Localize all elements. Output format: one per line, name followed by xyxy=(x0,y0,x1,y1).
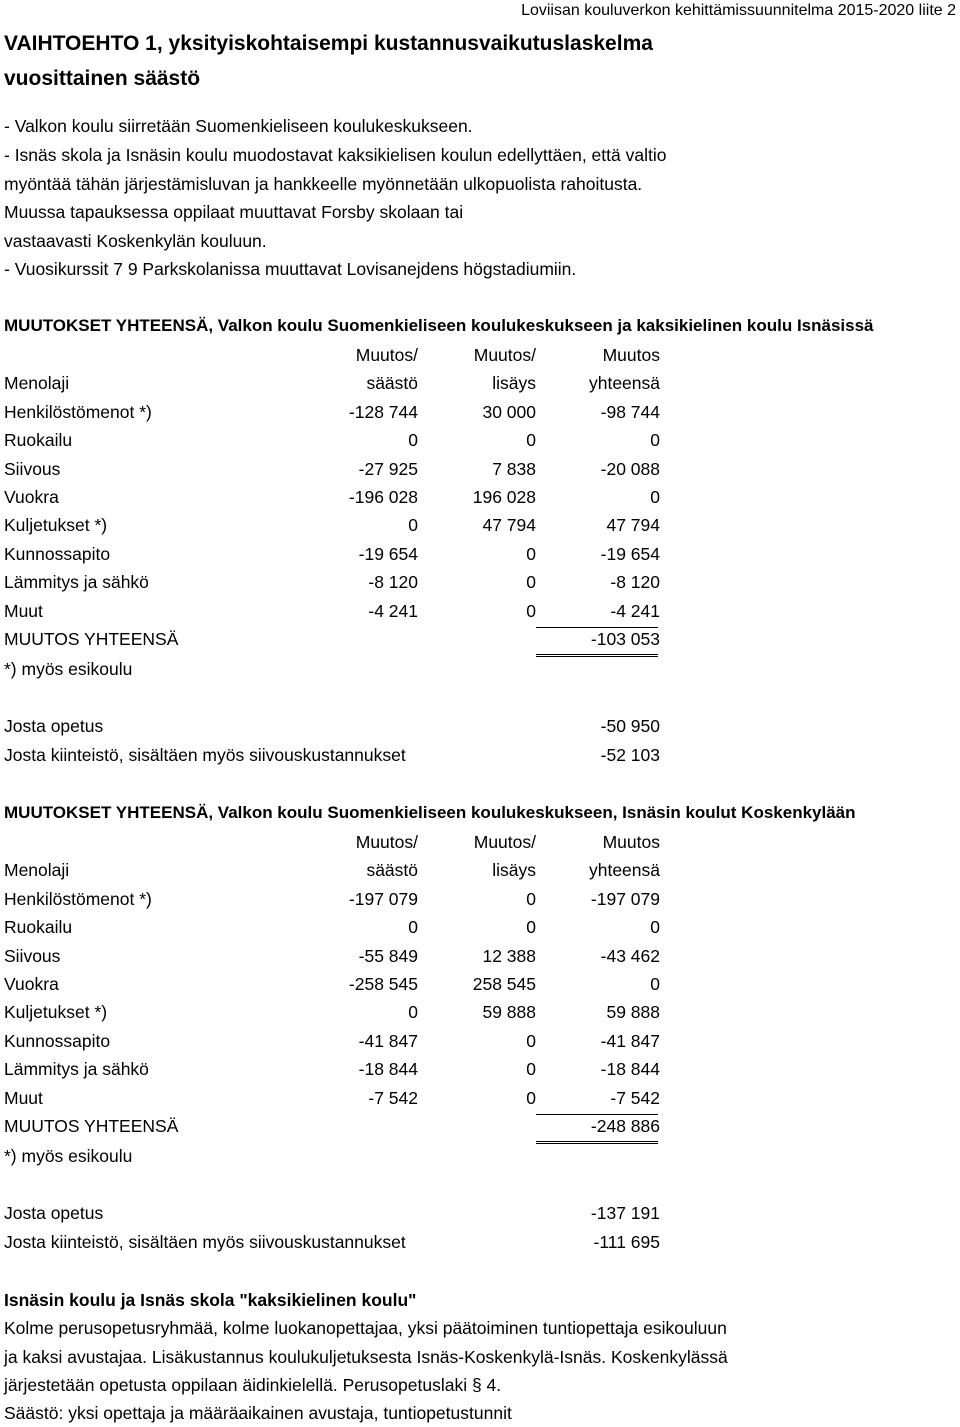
row-value: -258 545 xyxy=(348,974,418,994)
row-label: Siivous xyxy=(4,458,61,479)
row-value: 196 028 xyxy=(472,487,536,507)
title-line-2: vuosittainen säästö xyxy=(4,67,201,90)
row-label: Kunnossapito xyxy=(4,1030,111,1051)
header-cell: Muutos xyxy=(602,832,660,852)
row-label: Lämmitys ja sähkö xyxy=(4,1059,149,1080)
table-row xyxy=(4,601,664,629)
row-value: -20 088 xyxy=(600,458,660,479)
row-label: Kunnossapito xyxy=(4,543,111,564)
table-header-row-2 xyxy=(4,373,664,401)
header-cell: Menolaji xyxy=(4,373,70,394)
intro-line: - Vuosikurssit 7 9 Parkskolanissa muuttavat Lovisanejdens högstadiumiin. xyxy=(4,259,577,279)
header-cell: Muutos/ xyxy=(355,345,418,365)
row-label: Lämmitys ja sähkö xyxy=(4,572,149,593)
closing-line: järjestetään opetusta oppilaan äidinkielellä. Perusopetuslaki § 4. xyxy=(4,1375,502,1395)
total-double-underline xyxy=(536,654,658,657)
row-value: 59 888 xyxy=(606,1002,660,1023)
table-row xyxy=(4,1088,664,1116)
row-value: 7 838 xyxy=(492,458,536,479)
josta-kiinteisto-row xyxy=(4,745,664,773)
row-value: 258 545 xyxy=(472,974,536,994)
total-label: MUUTOS YHTEENSÄ xyxy=(4,629,179,649)
josta-value: -111 695 xyxy=(593,1231,660,1252)
josta-label: Josta kiinteistö, sisältäen myös siivouskustannukset xyxy=(4,744,406,765)
josta-value: -50 950 xyxy=(600,716,660,737)
row-label: Muut xyxy=(4,1087,43,1108)
intro-line: vastaavasti Koskenkylän kouluun. xyxy=(4,231,267,251)
row-value: -197 079 xyxy=(590,888,660,909)
row-value: -196 028 xyxy=(348,487,418,507)
section-title: MUUTOKSET YHTEENSÄ, Valkon koulu Suomenkieliseen koulukeskukseen, Isnäsin koulut Koskenkylään xyxy=(4,803,856,822)
row-value: 47 794 xyxy=(606,515,660,536)
intro-line: - Isnäs skola ja Isnäsin koulu muodostavat kaksikielisen koulun edellyttäen, että valtio xyxy=(4,145,667,165)
row-value: -41 847 xyxy=(358,1030,418,1051)
row-value: 0 xyxy=(526,917,536,938)
row-value: 0 xyxy=(526,1030,536,1051)
row-value: 0 xyxy=(408,515,418,536)
row-label: Henkilöstömenot *) xyxy=(4,401,152,422)
row-value: -43 462 xyxy=(600,945,660,966)
row-value: 0 xyxy=(650,430,660,451)
header-cell: Muutos xyxy=(602,345,660,365)
table-row xyxy=(4,430,664,458)
table-row xyxy=(4,544,664,572)
closing-line: Kolme perusopetusryhmää, kolme luokanopettajaa, yksi päätoiminen tuntiopettaja esikouluun xyxy=(4,1318,727,1338)
total-double-underline xyxy=(536,1141,658,1144)
header-cell: säästö xyxy=(366,860,418,881)
document-header: Loviisan kouluverkon kehittämissuunnitelma 2015-2020 liite 2 xyxy=(521,2,956,19)
row-value: -7 542 xyxy=(610,1087,660,1108)
table-row xyxy=(4,515,664,543)
title-line-1: VAIHTOEHTO 1, yksityiskohtaisempi kustannusvaikutuslaskelma xyxy=(4,32,653,55)
subtotal-underline xyxy=(536,627,658,628)
closing-line: Säästö: yksi opettaja ja määräaikainen avustaja, tuntiopetustunnit xyxy=(4,1403,512,1423)
total-value: -103 053 xyxy=(590,629,660,649)
footnote: *) myös esikoulu xyxy=(4,1146,133,1167)
row-value: 0 xyxy=(526,572,536,593)
row-value: -19 654 xyxy=(358,543,418,564)
table-row xyxy=(4,572,664,600)
row-value: 47 794 xyxy=(482,515,536,536)
row-value: 0 xyxy=(650,917,660,938)
table-row xyxy=(4,487,664,515)
row-value: -41 847 xyxy=(600,1030,660,1051)
total-row xyxy=(4,1116,664,1144)
table-row xyxy=(4,402,664,430)
row-label: Vuokra xyxy=(4,974,59,994)
total-value: -248 886 xyxy=(590,1116,660,1136)
header-cell: lisäys xyxy=(492,373,536,394)
row-value: -197 079 xyxy=(348,888,418,909)
row-value: 0 xyxy=(650,974,660,994)
row-value: 0 xyxy=(526,888,536,909)
row-value: -19 654 xyxy=(600,543,660,564)
footnote: *) myös esikoulu xyxy=(4,659,133,680)
row-value: 0 xyxy=(526,1059,536,1080)
josta-opetus-row xyxy=(4,716,664,744)
header-cell: Muutos/ xyxy=(355,832,418,852)
table-row xyxy=(4,917,664,945)
row-value: 0 xyxy=(526,600,536,621)
josta-kiinteisto-row xyxy=(4,1232,664,1260)
row-value: -98 744 xyxy=(600,401,660,422)
row-label: Henkilöstömenot *) xyxy=(4,888,152,909)
row-value: -8 120 xyxy=(610,572,660,593)
josta-label: Josta kiinteistö, sisältäen myös siivouskustannukset xyxy=(4,1231,406,1252)
row-value: -7 542 xyxy=(368,1087,418,1108)
row-value: 0 xyxy=(526,1087,536,1108)
row-value: -18 844 xyxy=(358,1059,418,1080)
row-value: -128 744 xyxy=(348,401,418,422)
table-header-row-1 xyxy=(4,832,664,860)
intro-line: myöntää tähän järjestämisluvan ja hankkeelle myönnetään ulkopuolista rahoitusta. xyxy=(4,174,643,194)
header-cell: yhteensä xyxy=(588,373,660,394)
table-row xyxy=(4,974,664,1002)
header-cell: säästö xyxy=(366,373,418,394)
row-label: Ruokailu xyxy=(4,917,73,938)
josta-opetus-row xyxy=(4,1203,664,1231)
intro-line: Muussa tapauksessa oppilaat muuttavat Forsby skolaan tai xyxy=(4,202,464,222)
table-row xyxy=(4,1031,664,1059)
row-value: 0 xyxy=(408,917,418,938)
row-value: -55 849 xyxy=(358,945,418,966)
row-value: 59 888 xyxy=(482,1002,536,1023)
row-value: -27 925 xyxy=(358,458,418,479)
subtotal-underline xyxy=(536,1114,658,1115)
total-label: MUUTOS YHTEENSÄ xyxy=(4,1116,179,1136)
row-value: 30 000 xyxy=(482,401,536,422)
table-row xyxy=(4,1002,664,1030)
table-row xyxy=(4,946,664,974)
row-label: Kuljetukset *) xyxy=(4,1002,108,1023)
row-value: -4 241 xyxy=(610,600,660,621)
header-cell: yhteensä xyxy=(588,860,660,881)
row-value: -8 120 xyxy=(368,572,418,593)
josta-value: -52 103 xyxy=(600,744,660,765)
row-value: -18 844 xyxy=(600,1059,660,1080)
row-label: Kuljetukset *) xyxy=(4,515,108,536)
table-row xyxy=(4,459,664,487)
table-row xyxy=(4,889,664,917)
row-label: Siivous xyxy=(4,945,61,966)
row-value: 0 xyxy=(526,430,536,451)
row-value: 12 388 xyxy=(482,945,536,966)
josta-value: -137 191 xyxy=(590,1203,660,1224)
josta-label: Josta opetus xyxy=(4,1203,104,1224)
header-cell: lisäys xyxy=(492,860,536,881)
row-value: 0 xyxy=(650,487,660,507)
header-cell: Muutos/ xyxy=(473,345,536,365)
row-label: Vuokra xyxy=(4,487,59,507)
row-label: Ruokailu xyxy=(4,430,73,451)
josta-label: Josta opetus xyxy=(4,716,104,737)
header-cell: Muutos/ xyxy=(473,832,536,852)
section-title: MUUTOKSET YHTEENSÄ, Valkon koulu Suomenkieliseen koulukeskukseen ja kaksikielinen koulu Isnäsissä xyxy=(4,316,874,335)
row-value: -4 241 xyxy=(368,600,418,621)
table-row xyxy=(4,1059,664,1087)
row-value: 0 xyxy=(408,430,418,451)
document-title xyxy=(4,26,764,96)
closing-title: Isnäsin koulu ja Isnäs skola "kaksikielinen koulu" xyxy=(4,1290,417,1310)
header-cell: Menolaji xyxy=(4,860,70,881)
closing-line: ja kaksi avustajaa. Lisäkustannus koulukuljetuksesta Isnäs-Koskenkylä-Isnäs. Koskenkylässä xyxy=(4,1347,728,1367)
intro-line: - Valkon koulu siirretään Suomenkieliseen koulukeskukseen. xyxy=(4,116,473,136)
row-value: 0 xyxy=(526,543,536,564)
table-header-row-2 xyxy=(4,860,664,888)
row-label: Muut xyxy=(4,600,43,621)
row-value: 0 xyxy=(408,1002,418,1023)
table-header-row-1 xyxy=(4,345,664,373)
total-row xyxy=(4,629,664,657)
